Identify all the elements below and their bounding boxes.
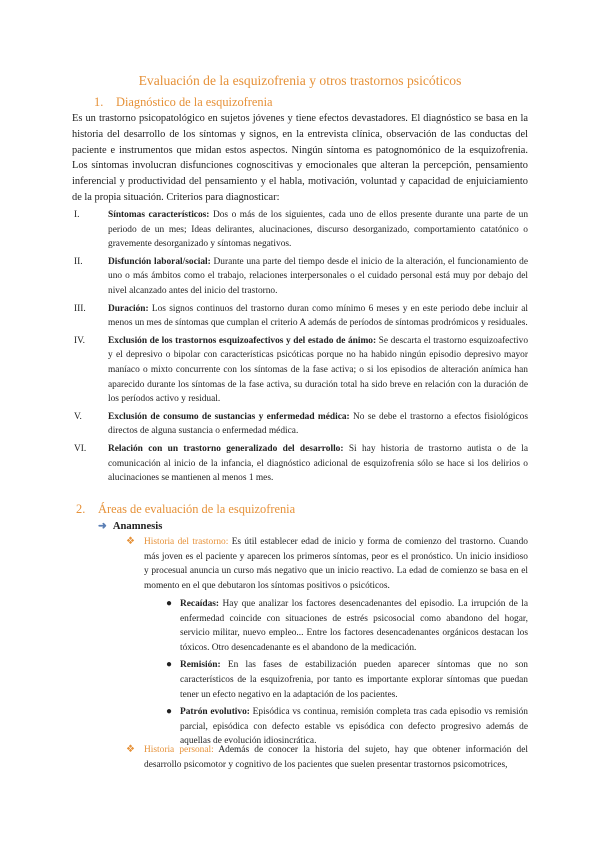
history-text: Es útil establecer edad de inicio y forma de comienzo del trastorno. Cuando más joven es el paciente y aparecen los primeros síntomas, peor es el pronóstico. Un inicio insidioso y procesual anuncia un curso más negativo que un inicio reactivo. La edad de comienzo se basa en el momento en el que debutaron los síntomas positivos o psicóticos.: [144, 537, 528, 591]
criterion-title: Duración:: [108, 303, 149, 314]
criterion-item: [72, 334, 528, 407]
bullet-text: Episódica vs continua, remisión completa tras cada episodio vs remisión parcial, episódica con defecto estable vs episódica con defecto progresivo además de aquellas de evolución idiosincrática.: [180, 707, 528, 747]
criterion-item: [72, 410, 528, 439]
criterion-numeral: VI.: [74, 443, 87, 454]
history-label: Historia del trastorno:: [144, 537, 229, 547]
personal-history-item: [126, 743, 529, 772]
criterion-item: [72, 442, 528, 486]
criterion-text: No se debe el trastorno a efectos fisiológicos directos de alguna sustancia o enfermedad médica.: [108, 411, 528, 437]
history-of-disorder-item: [126, 535, 528, 593]
section-1-heading: [94, 94, 273, 111]
list-item: [166, 658, 528, 702]
bullet-title: Recaídas:: [180, 599, 220, 609]
course-bullets: [166, 597, 528, 752]
bullet-dot-icon: ●: [166, 659, 173, 671]
criterion-title: Disfunción laboral/social:: [108, 256, 211, 267]
section-2-heading: [76, 501, 295, 518]
bullet-text: Hay que analizar los factores desencadenantes del episodio. La irrupción de la enfermedad coincide con situaciones de estrés psicosocial como abandono del hogar, servicio militar, nuevo empleo... Entre los factores desencadenantes orgánicos destacan los tóxicos. Otro desencadenante es el abandono de la medicación.: [180, 599, 528, 653]
criterion-numeral: IV.: [74, 335, 86, 346]
anamnesis-label: Anamnesis: [112, 521, 163, 532]
criterion-item: [72, 255, 528, 299]
criterion-text: Si hay historia de trastorno autista o de la comunicación al inicio de la infancia, el diagnóstico adicional de esquizofrenia sólo se hace si los delirios o alucinaciones se mantienen al menos 1 mes.: [108, 443, 528, 484]
criterion-title: Exclusión de consumo de sustancias y enfermedad médica:: [108, 411, 350, 422]
criterion-numeral: V.: [74, 411, 82, 422]
personal-history-label: Historia personal:: [144, 745, 214, 755]
section-1-title: Diagnóstico de la esquizofrenia: [116, 95, 273, 109]
criterion-item: [72, 302, 528, 331]
section-2-number: 2.: [76, 502, 86, 516]
right-arrow-icon: ➜: [98, 521, 107, 532]
bullet-title: Patrón evolutivo:: [180, 707, 250, 718]
criterion-numeral: III.: [74, 303, 86, 314]
anamnesis-heading: [98, 519, 162, 535]
criteria-list: [72, 208, 528, 486]
criterion-numeral: I.: [74, 210, 80, 220]
document-title: Evaluación de la esquizofrenia y otros trastornos psicóticos: [138, 73, 462, 88]
section-2-title: Áreas de evaluación de la esquizofrenia: [98, 502, 296, 516]
bullet-dot-icon: ●: [166, 598, 173, 609]
section-1-number: 1.: [94, 95, 104, 109]
bullet-dot-icon: ●: [166, 706, 173, 718]
bullet-text: En las fases de estabilización pueden aparecer síntomas que no son característicos de la esquizofrenia, por tanto es importante explorar síntomas que puedan tener un efecto negativo en la adaptación de los pacientes.: [180, 660, 528, 700]
criterion-text: Durante una parte del tiempo desde el inicio de la alteración, el funcionamiento de uno o más ámbitos como el trabajo, relaciones interpersonales o el cuidado personal está muy por debajo del nivel alcanzado antes del inicio del trastorno.: [108, 256, 528, 296]
intro-paragraph: Es un trastorno psicopatológico en sujetos jóvenes y tiene efectos devastadores. El diagnóstico se basa en la historia del desarrollo de los síntomas y signos, en la entrevista clínica, observación de las conductas del paciente e instrumentos que midan estos aspectos. Ningún síntoma es patognomónico de la esquizofrenia. Los síntomas involucran disfunciones cognoscitivas y emocionales que alteran la percepción, pensamiento inferencial y productividad del pensamiento y el habla, motivación, voluntad y capacidad de enjuiciamiento de la propia situación. Criterios para diagnosticar:: [72, 113, 528, 203]
diamond-bullet-icon: ❖: [126, 744, 135, 755]
criterion-numeral: II.: [74, 256, 83, 267]
personal-history-text: Además de conocer la historia del sujeto, hay que obtener información del desarrollo psicomotor y cognitivo de los pacientes que suelen presentar trastornos psicomotrices,: [144, 745, 529, 770]
criterion-text: Los signos continuos del trastorno duran como mínimo 6 meses y en este periodo debe incluir al menos un mes de síntomas que cumplan el criterio A además de períodos de síntomas prodrómicos y residuales.: [108, 303, 528, 329]
criterion-text: Se descarta el trastorno esquizoafectivo y el depresivo o bipolar con características psicóticas porque no ha habido ningún episodio depresivo mayor maníaco o mixto concurrente con los síntomas de la fase activa; o si los episodios de alteración anímica han aparecido durante los síntomas de la fase activa, su duración total ha sido breve en relación con la duración de los períodos activo y residual.: [108, 335, 529, 405]
bullet-title: Remisión:: [180, 660, 221, 671]
criterion-text: Dos o más de los siguientes, cada uno de ellos presente durante una parte de un periodo de un mes; Ideas delirantes, alucinaciones, discurso desorganizado, comportamiento catatónico o gravemente desorganizado y síntomas negativos.: [108, 210, 529, 250]
criterion-title: Síntomas característicos:: [108, 210, 210, 220]
diamond-bullet-icon: ❖: [126, 536, 135, 547]
section-1-intro: [72, 111, 528, 206]
list-item: [166, 597, 528, 655]
criterion-item: [72, 208, 528, 252]
criterion-title: Relación con un trastorno generalizado del desarrollo:: [108, 443, 344, 454]
criterion-title: Exclusión de los trastornos esquizoafectivos y del estado de ánimo:: [108, 335, 377, 346]
